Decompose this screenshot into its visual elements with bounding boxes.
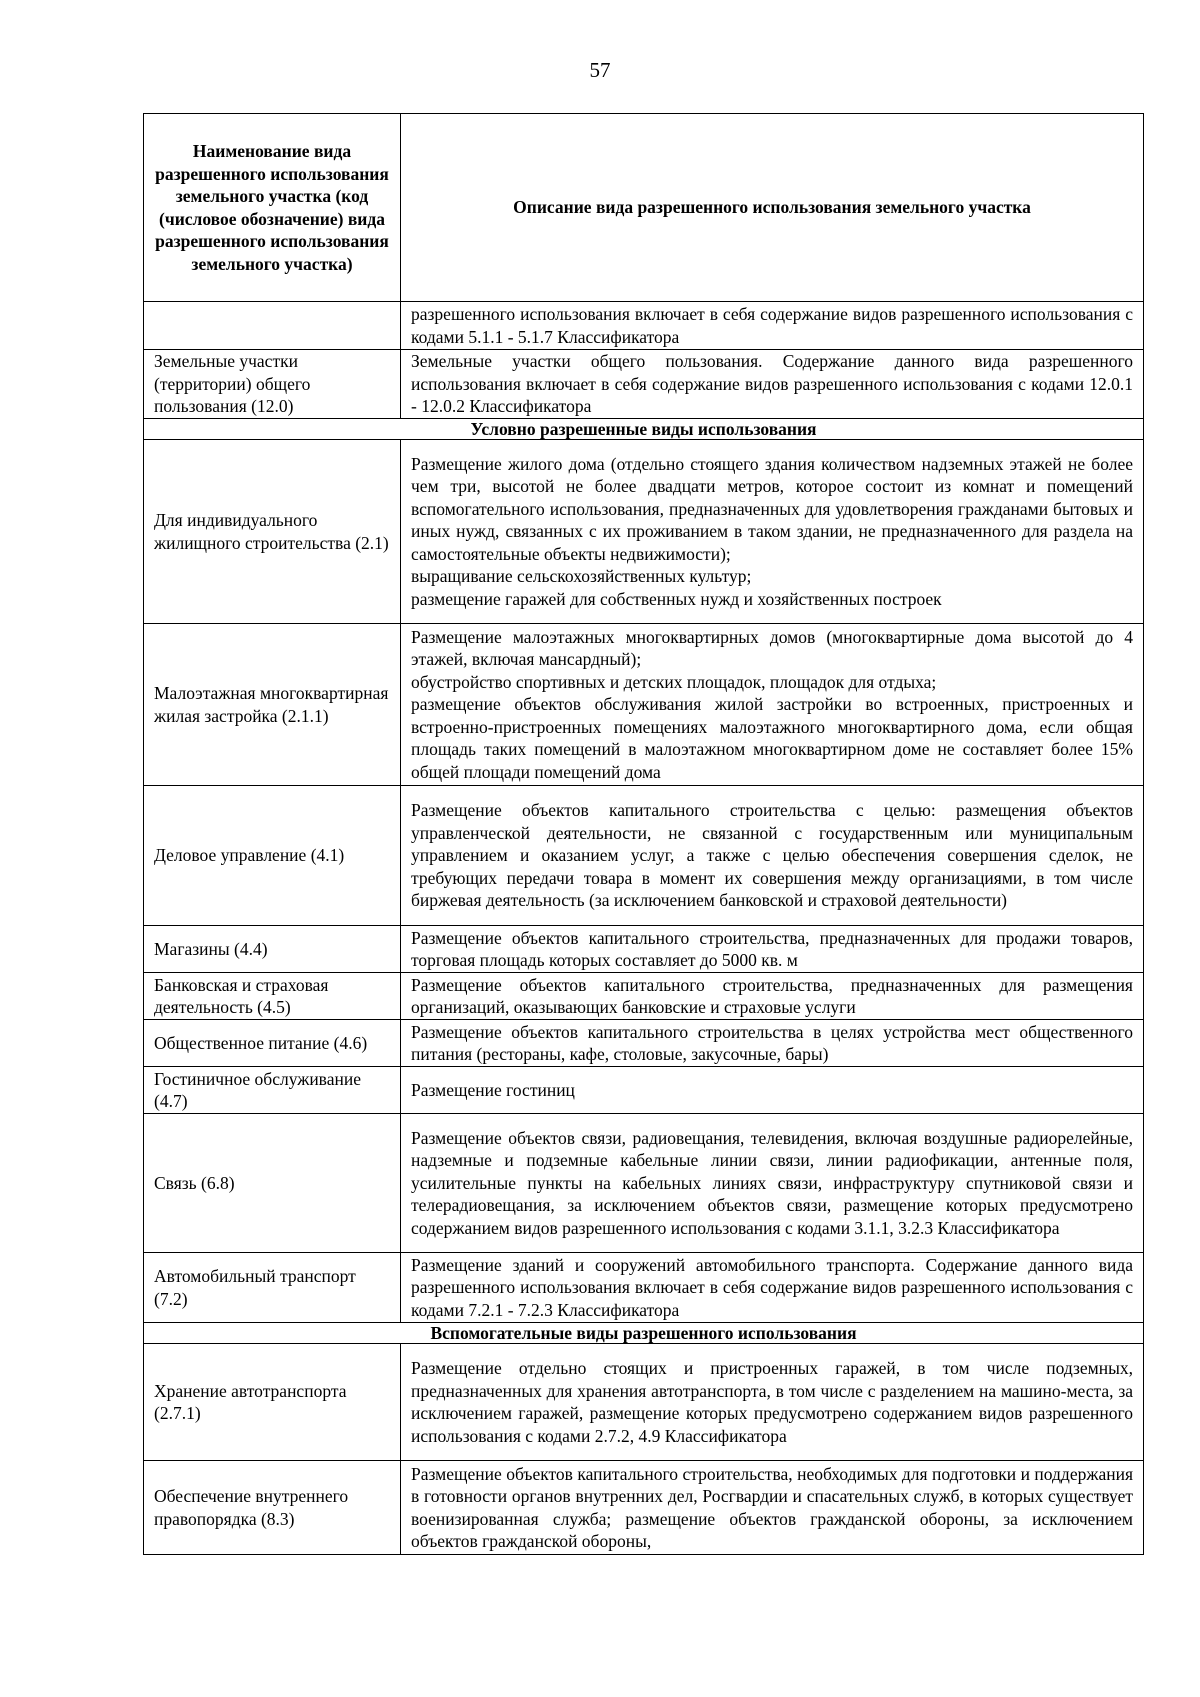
table-row xyxy=(144,1067,1144,1114)
table-row xyxy=(144,1114,1144,1253)
row-name: Гостиничное обслуживание (4.7) xyxy=(144,1067,401,1114)
row-description: Размещение объектов капитального строительства с целью: размещения объектов управленческой деятельности, не связанной с государственным или муниципальным управлением и оказанием услуг, а также с целью обеспечения совершения сделок, не требующих передачи товара в момент их совершения между организациями, в том числе биржевая деятельность (за исключением банковской и страховой деятельности) xyxy=(401,786,1144,926)
description-paragraph: Размещение малоэтажных многоквартирных домов (многоквартирные дома высотой до 4 этажей, включая мансардный); xyxy=(411,626,1133,670)
row-description: Земельные участки общего пользования. Содержание данного вида разрешенного использования включает в себя содержание видов разрешенного использования с кодами 12.0.1 - 12.0.2 Классификатора xyxy=(401,350,1144,419)
row-name xyxy=(144,302,401,350)
land-use-table xyxy=(143,113,1144,1555)
description-paragraph: размещение гаражей для собственных нужд и хозяйственных построек xyxy=(411,588,942,609)
row-description: Размещение зданий и сооружений автомобильного транспорта. Содержание данного вида разрешенного использования включает в себя содержание видов разрешенного использования с кодами 7.2.1 - 7.2.3 Классификатора xyxy=(401,1253,1144,1323)
description-paragraph: Размещение жилого дома (отдельно стоящего здания количеством надземных этажей не более чем три, высотой не более двадцати метров, которое состоит из комнат и помещений вспомогательного использования, предназначенных для удовлетворения гражданами бытовых и иных нужд, связанных с их проживанием в таком здании, не предназначенного для раздела на самостоятельные объекты недвижимости); xyxy=(411,453,1133,564)
row-name: Хранение автотранспорта (2.7.1) xyxy=(144,1344,401,1461)
table-row xyxy=(144,1020,1144,1067)
row-name: Земельные участки (территории) общего пользования (12.0) xyxy=(144,350,401,419)
description-paragraph: обустройство спортивных и детских площадок, площадок для отдыха; xyxy=(411,671,937,692)
description-paragraph: выращивание сельскохозяйственных культур; xyxy=(411,566,752,587)
row-description: Размещение отдельно стоящих и пристроенных гаражей, в том числе подземных, предназначенных для хранения автотранспорта, в том числе с разделением на машино-места, за исключением гаражей, размещение которых предусмотрено содержанием видов разрешенного использования с кодами 2.7.2, 4.9 Классификатора xyxy=(401,1344,1144,1461)
row-description: Размещение объектов связи, радиовещания, телевидения, включая воздушные радиорелейные, надземные и подземные кабельные линии связи, линии радиофикации, антенные поля, усилительные пункты на кабельных линиях связи, инфраструктуру спутниковой связи и телерадиовещания, за исключением объектов связи, размещение которых предусмотрено содержанием видов разрешенного использования с кодами 3.1.1, 3.2.3 Классификатора xyxy=(401,1114,1144,1253)
row-name: Автомобильный транспорт (7.2) xyxy=(144,1253,401,1323)
row-description: Размещение объектов капитального строительства в целях устройства мест общественного питания (рестораны, кафе, столовые, закусочные, бары) xyxy=(401,1020,1144,1067)
table-row xyxy=(144,302,1144,350)
header-description-column: Описание вида разрешенного использования земельного участка xyxy=(401,114,1144,302)
row-name: Малоэтажная многоквартирная жилая застройка (2.1.1) xyxy=(144,624,401,786)
table-header-row xyxy=(144,114,1144,302)
table-row xyxy=(144,973,1144,1020)
row-description: разрешенного использования включает в себя содержание видов разрешенного использования с кодами 5.1.1 - 5.1.7 Классификатора xyxy=(401,302,1144,350)
row-name: Магазины (4.4) xyxy=(144,926,401,973)
section-row xyxy=(144,419,1144,440)
table-row xyxy=(144,350,1144,419)
table-row xyxy=(144,1344,1144,1461)
row-description: Размещение объектов капитального строительства, необходимых для подготовки и поддержания в готовности органов внутренних дел, Росгвардии и спасательных служб, в которых существует военизированная служба; размещение объектов гражданской обороны, за исключением объектов гражданской обороны, xyxy=(401,1461,1144,1555)
row-description: Размещение объектов капитального строительства, предназначенных для продажи товаров, торговая площадь которых составляет до 5000 кв. м xyxy=(401,926,1144,973)
table-row xyxy=(144,1461,1144,1555)
page-number: 57 xyxy=(589,58,611,82)
section-title: Вспомогательные виды разрешенного использования xyxy=(144,1323,1144,1344)
row-name: Для индивидуального жилищного строительства (2.1) xyxy=(144,440,401,624)
section-title: Условно разрешенные виды использования xyxy=(144,419,1144,440)
section-row xyxy=(144,1323,1144,1344)
header-name-column: Наименование вида разрешенного использования земельного участка (код (числовое обозначение) вида разрешенного использования земельного участка) xyxy=(144,114,401,302)
row-name: Банковская и страховая деятельность (4.5) xyxy=(144,973,401,1020)
row-name: Общественное питание (4.6) xyxy=(144,1020,401,1067)
row-description: Размещение гостиниц xyxy=(401,1067,1144,1114)
table-row xyxy=(144,440,1144,624)
row-description: Размещение объектов капитального строительства, предназначенных для размещения организаций, оказывающих банковские и страховые услуги xyxy=(401,973,1144,1020)
row-name: Деловое управление (4.1) xyxy=(144,786,401,926)
row-name: Связь (6.8) xyxy=(144,1114,401,1253)
table-row xyxy=(144,624,1144,786)
row-description xyxy=(401,440,1144,624)
table-row xyxy=(144,926,1144,973)
row-description xyxy=(401,624,1144,786)
row-name: Обеспечение внутреннего правопорядка (8.3) xyxy=(144,1461,401,1555)
description-paragraph: размещение объектов обслуживания жилой застройки во встроенных, пристроенных и встроенно-пристроенных помещениях малоэтажного многоквартирного дома, если общая площадь таких помещений в малоэтажном многоквартирном доме не составляет более 15% общей площади помещений дома xyxy=(411,694,1133,782)
table-row xyxy=(144,1253,1144,1323)
table-row xyxy=(144,786,1144,926)
